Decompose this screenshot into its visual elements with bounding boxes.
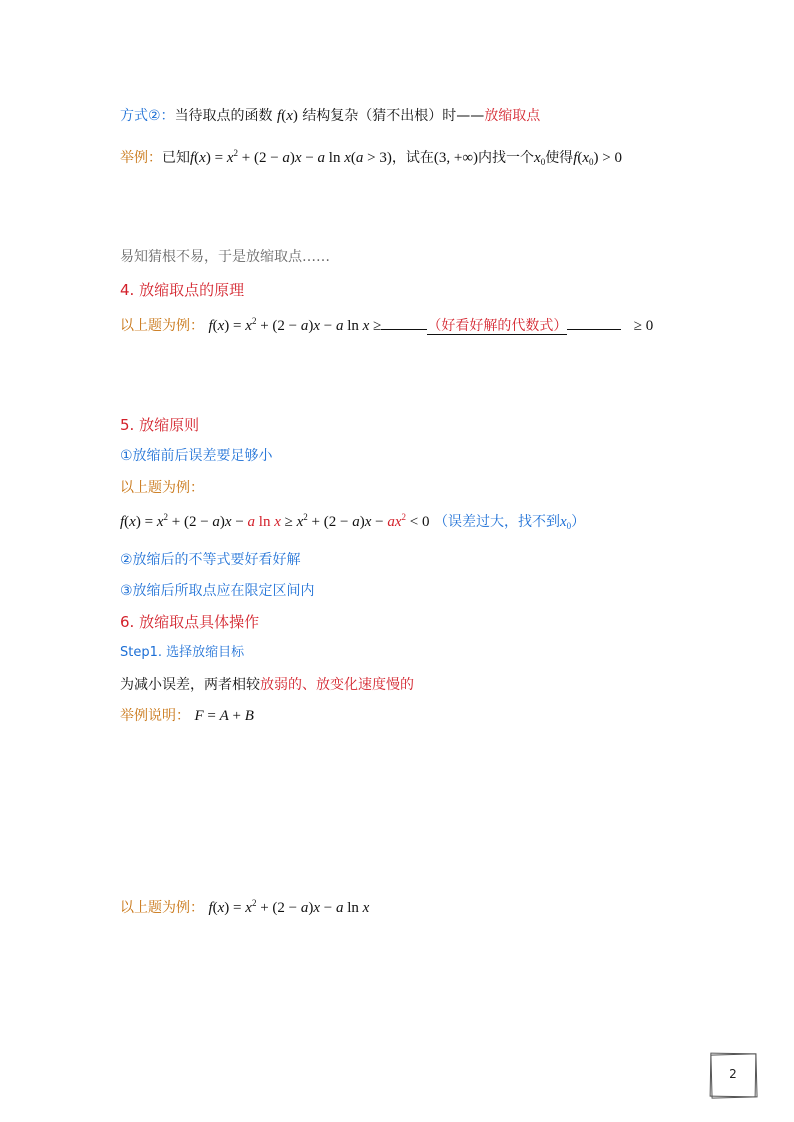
formula-principle: $f(x) = x^2 + (2 - a)x - a$ ln x ≥ [208,316,382,334]
formula-geq-zero: ≥ 0 [633,318,654,334]
example-text-a: 已知 [162,150,190,166]
example-line [120,148,622,168]
step-1-title: Step1. 选择放缩目标 [120,645,245,660]
principle-label: 以上题为例： [120,318,204,334]
final-example-label: 以上题为例： [120,900,204,916]
blank-underline-right [567,317,621,330]
formula-f-equals-a-plus-b: F = A + B [194,708,254,724]
page-number-box [709,1052,757,1098]
formula-x0: $x_0$ [534,150,546,167]
target-text: 为减小误差，两者相较 [120,677,260,693]
method-emphasis: 放缩取点 [484,108,541,124]
method-label: 方式②： [120,108,175,124]
formula-interval: (3, +∞) [433,150,479,166]
observation-line [120,247,330,267]
formula-function-def: $f(x) = x^2 + (2 - a)x - a$ ln x(a > 3) [190,148,392,166]
target-selection-line [120,675,414,695]
final-example-line [120,898,369,918]
method-text-b: 结构复杂（猜不出根）时—— [302,108,485,124]
principle-3: ③放缩后所取点应在限定区间内 [120,583,315,599]
target-emphasis: 放弱的、放变化速度慢的 [260,677,414,693]
example-text-c: 内找一个 [478,150,535,166]
section-6-title: 6. 放缩取点具体操作 [120,613,260,631]
formula-error-example: $f(x) = x^2 + (2 - a)x - a$ $\ln x \ge x^2 + (2 - a)x - ax^2 < 0$ [120,512,430,530]
formula-final: $f(x) = x^2 + (2 - a)x - a$ ln x [208,898,370,916]
page-number: 2 [729,1067,737,1081]
method-text-a: 当待取点的函数 [174,108,273,124]
observation-text: 易知猜根不易，于是放缩取点…… [120,249,330,265]
example-label: 举例： [120,150,162,166]
principle-hint: （好看好解的代数式） [427,318,568,334]
illustration-line [120,706,254,726]
blank-underline-left [381,317,427,330]
error-note-b: ） [571,514,586,530]
principle-line [120,316,653,336]
method-2-line [120,106,540,126]
error-example-line [120,512,585,532]
formula-fx0-positive: $f(x_0) > 0$ [573,150,622,167]
illustration-label: 举例说明： [120,708,190,724]
section-5-title: 5. 放缩原则 [120,416,200,434]
formula-fx: f(x) [277,108,298,124]
section-4-title: 4. 放缩取点的原理 [120,281,245,299]
example-text-d: 使得 [545,150,574,166]
principle-2: ②放缩后的不等式要好看好解 [120,552,301,568]
error-note-a: （误差过大，找不到 [433,514,560,530]
example-text-b: ，试在 [391,150,434,166]
example-label-2: 以上题为例： [120,480,204,496]
formula-x0-note: $x_0$ [559,514,572,531]
principle-1: ①放缩前后误差要足够小 [120,448,273,464]
